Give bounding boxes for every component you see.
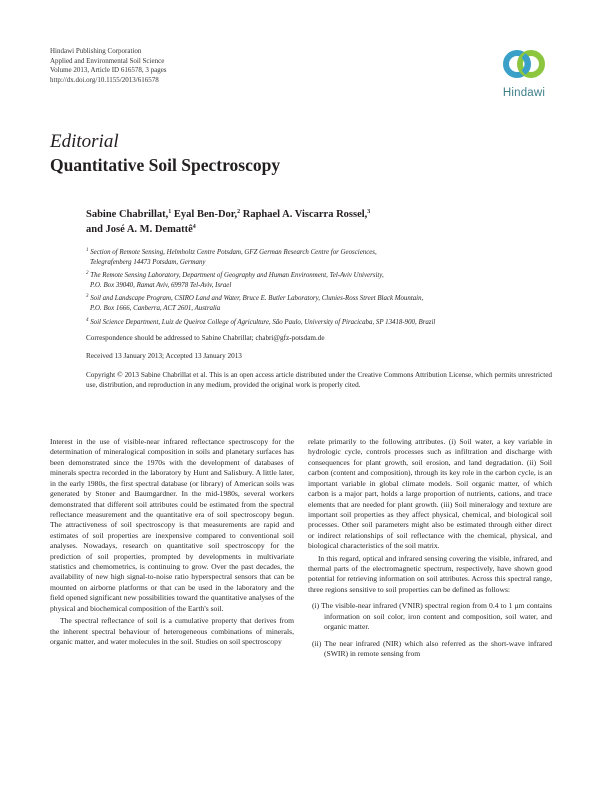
affiliation-line: Section of Remote Sensing, Helmholtz Centre Potsdam, GFZ German Research Centre for Geosciences,	[90, 249, 377, 256]
body-paragraph: relate primarily to the following attributes. (i) Soil water, a key variable in hydrologic cycle, controls processes such as infiltration and discharge with consequences for plant growth, soil erosion, and land degradation. (ii) Soil carbon (content and composition), through its key role in the carbon cycle, is an important variable in global climate models. Soil organic matter, of which carbon is a major part, holds a large proportion of nutrients, cations, and trace elements that are needed for plant growth. (iii) Soil mineralogy and texture are important soil properties as they affect physical, chemical, and biological soil processes. Other soil parameters might also be estimated through either direct or indirect relationships of soil reflectance with the chemical, physical, and biological characteristics of the soil matrix.	[308, 437, 552, 551]
hindawi-logo	[491, 40, 557, 108]
author-name: Sabine Chabrillat,	[86, 209, 169, 220]
received-dates: Received 13 January 2013; Accepted 13 January 2013	[86, 352, 242, 360]
affiliation-line: The Remote Sensing Laboratory, Department of Geography and Human Environment, Tel-Aviv University,	[90, 272, 384, 280]
affiliation-item	[86, 294, 526, 313]
hindawi-rings-icon	[501, 40, 547, 86]
affiliation-line: Telegrafenberg 14473 Potsdam, Germany	[90, 258, 206, 266]
journal-name: Applied and Environmental Soil Science	[50, 56, 165, 65]
journal-header	[50, 47, 350, 85]
list-item: (ii) The near infrared (NIR) which also referred as the short-wave infrared (SWIR) in remote sensing from	[312, 638, 552, 659]
affiliation-item	[86, 248, 526, 267]
affiliation-item	[86, 271, 526, 290]
affiliation-number: 1	[86, 248, 89, 253]
affiliation-item	[86, 318, 526, 328]
author-name: and José A. M. Demattê	[86, 223, 193, 235]
affiliation-number: 2	[86, 271, 89, 277]
list-item: (i) The visible-near infrared (VNIR) spectral region from 0.4 to 1 μm contains information on soil color, iron content and composition, soil water, and organic matter.	[312, 601, 552, 632]
author-name: Eyal Ben-Dor,	[173, 209, 238, 220]
author-affiliation-ref: 2	[237, 209, 241, 215]
correspondence-note: Correspondence should be addressed to Sabine Chabrillat; chabri@gfz-potsdam.de	[86, 334, 325, 342]
article-title: Quantitative Soil Spectroscopy	[50, 155, 281, 175]
hindawi-wordmark: Hindawi	[502, 87, 546, 99]
author-name: Raphael A. Viscarra Rossel,	[242, 209, 368, 220]
body-paragraph: Interest in the use of visible-near infrared reflectance spectroscopy for the determination of mineralogical composition in soils and planetary surfaces has been demonstrated since the 1970s with the development of databases of minerals spectra recorded in the laboratory by Hunt and Salisbury. A little later, in the early 1980s, the first spectral database (or library) of American soils was generated by Stoner and Baumgardner. In the mid-1980s, several workers demonstrated that different soil attributes could be estimated from the spectral reflectance measurement and the quantitative era of soil spectroscopy begun. The attractiveness of soil spectroscopy is that measurements are rapid and estimates of soil properties are inexpensive compared to conventional soil analyses. Nowadays, research on quantitative soil spectroscopy for the prediction of soil properties, prompted by developments in multivariate statistics and chemometrics, is continuing to grow. Over the past decades, the availability of new high signal-to-noise ratio hyperspectral sensors that can be mounted on airborne platforms or that can be used in the laboratory and the field opened significant new possibilities toward the quantitative analyses of the physical and biochemical composition of the Earth's soil.	[50, 437, 294, 613]
affiliation-number: 4	[86, 317, 89, 323]
body-column-left	[50, 437, 294, 647]
affiliation-line: Soil and Landscape Program, CSIRO Land and Water, Bruce E. Butler Laboratory, Clunies-Ross Street Black Mountain,	[90, 295, 424, 303]
affiliation-line: P.O. Box 1666, Canberra, ACT 2601, Australia	[90, 304, 221, 312]
body-paragraph: The spectral reflectance of soil is a cumulative property that derives from the inherent spectral behaviour of heterogeneous combinations of minerals, organic matter, and water molecules in the soil. Studies on soil spectroscopy	[50, 616, 294, 647]
copyright-notice: Copyright © 2013 Sabine Chabrillat et al. This is an open access article distributed under the Creative Commons Attribution License, which permits unrestricted use, distribution, and reproduction in any medium, provided the original work is properly cited.	[86, 371, 552, 390]
author-affiliation-ref: 4	[192, 223, 196, 230]
author-affiliation-ref: 1	[168, 209, 172, 215]
body-paragraph: In this regard, optical and infrared sensing covering the visible, infrared, and thermal parts of the electromagnetic spectrum, respectively, have shown good potential for retrieving information on soil attributes. Across this spectral range, three regions sensitive to soil properties can be defined as follows:	[308, 553, 552, 594]
article-type: Editorial	[50, 131, 119, 152]
affiliation-number: 3	[86, 294, 89, 300]
author-list	[86, 208, 526, 237]
doi-link[interactable]: http://dx.doi.org/10.1155/2013/616578	[50, 75, 159, 84]
body-column-right	[308, 437, 552, 659]
affiliation-line: P.O. Box 39040, Ramat Aviv, 69978 Tel-Aviv, Israel	[90, 281, 232, 289]
publisher-line: Hindawi Publishing Corporation	[50, 47, 142, 55]
affiliation-line: Soil Science Department, Luiz de Queiroz College of Agriculture, São Paulo, University of Piracicaba, SP 13418-900, Brazil	[90, 318, 436, 326]
author-affiliation-ref: 3	[367, 209, 371, 215]
volume-info: Volume 2013, Article ID 616578, 3 pages	[50, 66, 167, 75]
affiliations	[86, 248, 526, 331]
